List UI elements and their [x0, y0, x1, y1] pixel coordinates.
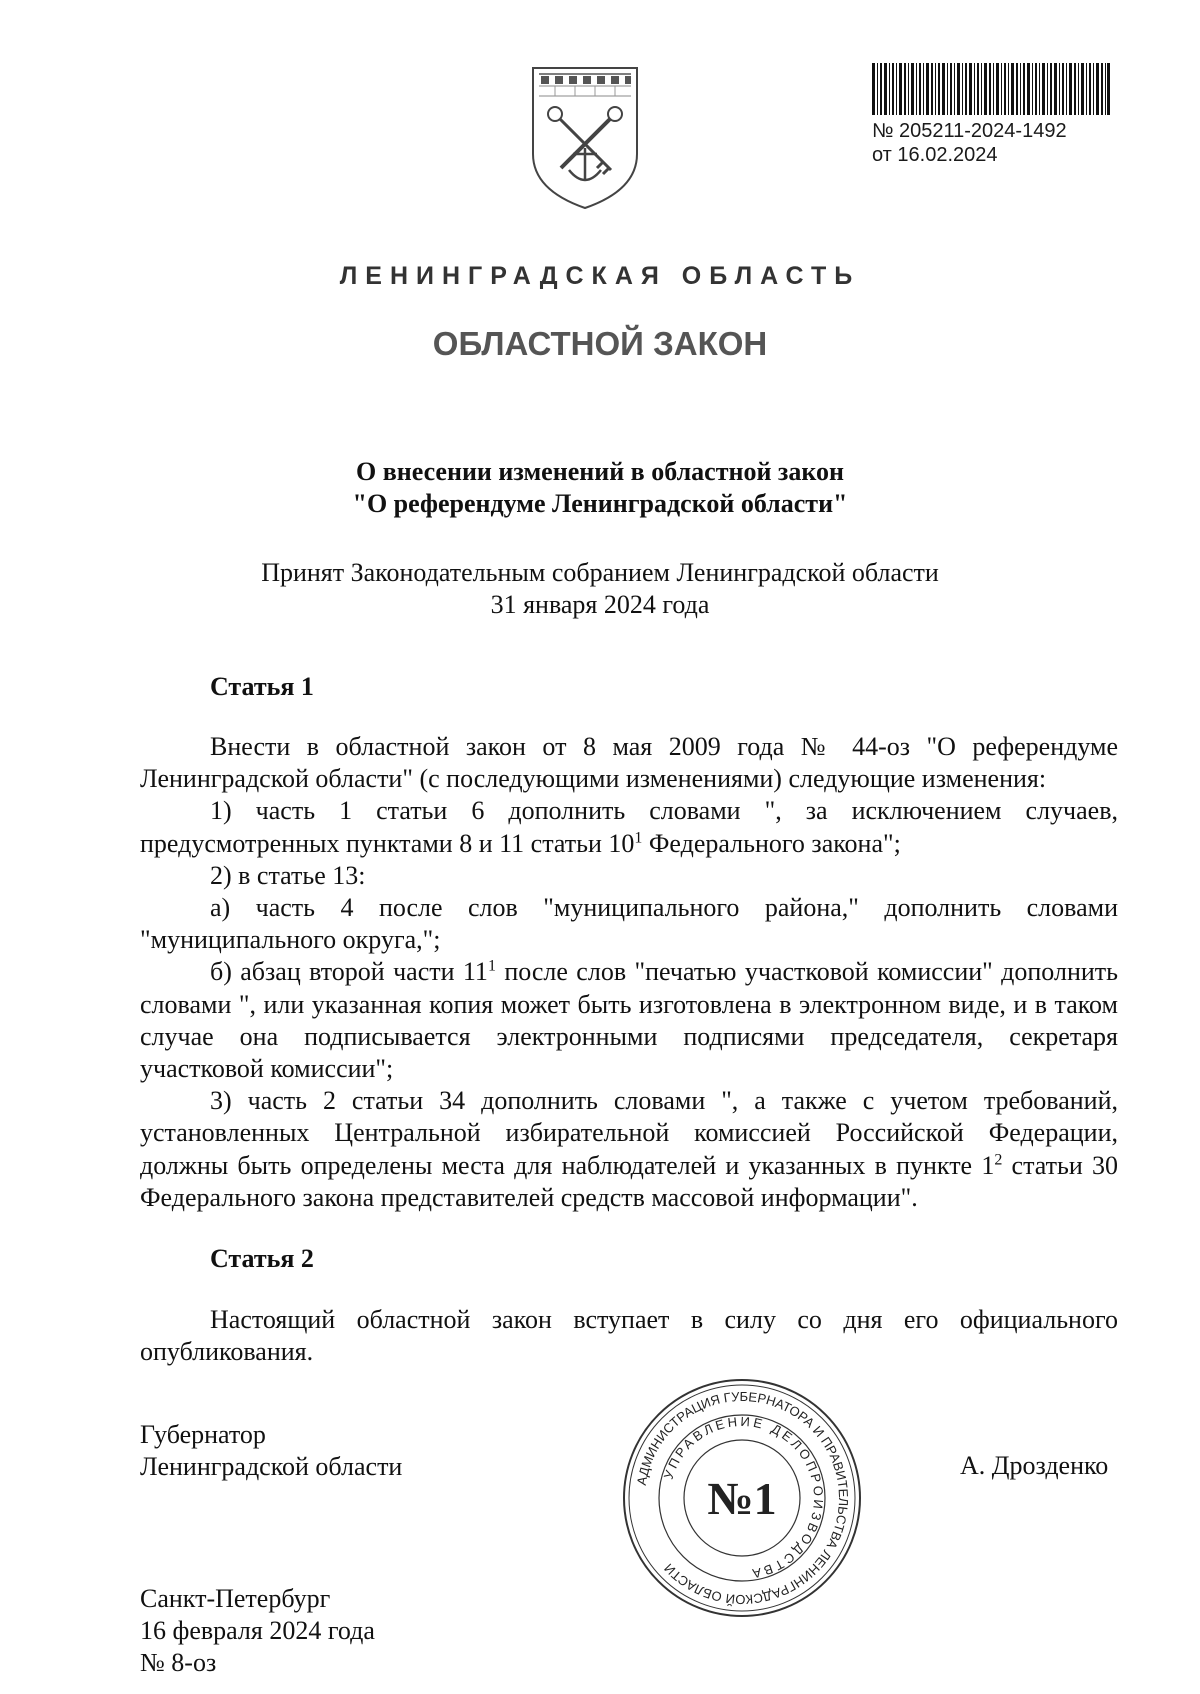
- stamp-outer-text: АДМИНИСТРАЦИЯ ГУБЕРНАТОРА И ПРАВИТЕЛЬСТВА ЛЕНИНГРАДСКОЙ ОБЛАСТИ: [633, 1388, 852, 1608]
- article-2-heading: Статья 2: [210, 1244, 314, 1273]
- adoption-date: 31 января 2024 года: [490, 590, 710, 619]
- article-1-item-3: 3) часть 2 статьи 34 дополнить словами ", а также с учетом требований, установленных Центральной избирательной комиссией Российской Федерации, должны быть определены места для наблюдателей и указанных в пункте $1^2$ статьи 30 Федерального закона представителей средств массовой информации".: [140, 1086, 1118, 1212]
- adoption-note: [0, 557, 1200, 621]
- law-title-line1: О внесении изменений в областной закон: [355, 457, 845, 486]
- leningrad-oblast-coat-of-arms-icon: [525, 62, 645, 212]
- adoption-note-line1: Принят Законодательным собранием Ленинградской области: [261, 558, 939, 587]
- article-1-item-1: 1) часть 1 статьи 6 дополнить словами ", за исключением случаев, предусмотренных пунктами 8 и 11 статьи $10^1$ Федерального закона";: [140, 796, 1118, 858]
- signatory-position: [140, 1419, 402, 1483]
- article-1-intro: Внести в областной закон от 8 мая 2009 года № 44-оз "О референдуме Ленинградской области" (с последующими изменениями) следующие изменения:: [140, 732, 1118, 794]
- signing-date: 16 февраля 2024 года: [140, 1616, 375, 1645]
- article-2-text: Настоящий областной закон вступает в силу со дня его официального опубликования.: [140, 1305, 1118, 1367]
- barcode-icon: [872, 63, 1110, 115]
- law-title-line2: "О референдуме Ленинградской области": [352, 489, 848, 518]
- region-heading: ЛЕНИНГРАДСКАЯ ОБЛАСТЬ: [339, 262, 861, 290]
- registration-date: от 16.02.2024: [872, 144, 998, 166]
- stamp-inner-text: УПРАВЛЕНИЕ ДЕЛОПРОИЗВОДСТВА: [660, 1413, 827, 1582]
- law-title: [0, 456, 1200, 520]
- law-type-heading: ОБЛАСТНОЙ ЗАКОН: [432, 325, 768, 362]
- signing-city: Санкт-Петербург: [140, 1584, 331, 1613]
- law-number: № 8-оз: [140, 1648, 217, 1677]
- article-2-body: [140, 1304, 1118, 1368]
- article-1-heading: Статья 1: [210, 672, 314, 701]
- article-1-body: [140, 731, 1118, 1214]
- article-1-item-2a: а) часть 4 после слов "муниципального района," дополнить словами "муниципального округа,";: [140, 893, 1118, 955]
- signing-details: [140, 1583, 375, 1679]
- official-stamp: [620, 1376, 864, 1620]
- signatory-position-line2: Ленинградской области: [140, 1452, 403, 1481]
- article-1-item-2: 2) в статье 13:: [210, 860, 366, 890]
- registration-number: № 205211-2024-1492: [872, 120, 1067, 142]
- article-1-item-2b: б) абзац второй части $11^1$ после слов "печатью участковой комиссии" дополнить словами ", или указанная копия может быть изготовлена в электронном виде, и в таком случае она подписывается электронными подписями председателя, секретаря участковой комиссии";: [140, 957, 1118, 1084]
- signatory-name: А. Дрозденко: [960, 1451, 1109, 1480]
- stamp-center-number: №1: [707, 1473, 777, 1524]
- signatory-position-line1: Губернатор: [140, 1420, 266, 1449]
